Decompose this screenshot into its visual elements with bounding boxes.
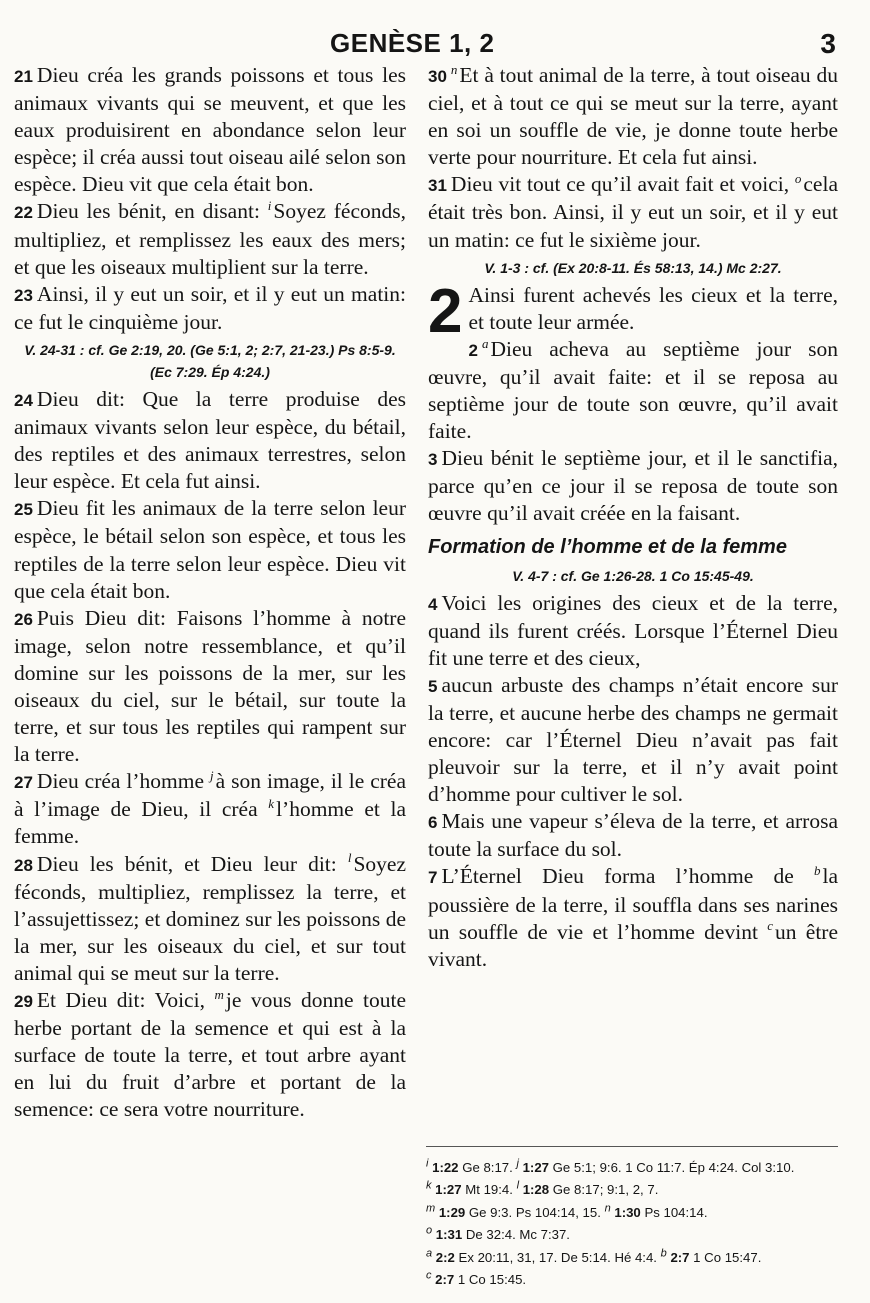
verse-text: Mais une vapeur s’éleva de la terre, et arrosa toute la surface du sol. [428, 809, 838, 862]
verse-text: Puis Dieu dit: Faisons l’homme à notre image, selon notre ressemblance, et qu’il domine sur les poissons de la mer, sur les oiseaux du ciel, sur le bétail, sur toute la terre, et sur tous les reptiles qui rampent sur la terre. [14, 605, 406, 767]
verse-text: Et à tout animal de la terre, à tout oiseau du ciel, et à tout ce qui se meut sur la terre, ayant en soi un souffle de vie, je donne toute herbe verte pour nourriture. Et cela fut ainsi. [428, 63, 838, 170]
footnote-reference: 1:27 [522, 1160, 549, 1175]
verse-text: un être vivant. [428, 919, 838, 971]
footnote-line [426, 1202, 846, 1224]
verse [14, 62, 406, 198]
footnote-marker: j [210, 768, 214, 784]
footnote-text: Ex 20:11, 31, 17. De 5:14. Hé 4:4. [458, 1249, 657, 1265]
verse-text: Soyez féconds, multipliez, et remplissez les eaux des mers; et que les oiseaux multiplient sur la terre. [14, 199, 407, 279]
footnote-letter: m [426, 1202, 436, 1215]
footnote-text: Ge 9:3. Ps 104:14, 15. [468, 1204, 601, 1220]
verse-text: Dieu les bénit, et Dieu leur dit: [36, 851, 337, 876]
footnote-text: 1 Co 15:47. [693, 1249, 762, 1265]
footnote-marker: i [267, 198, 272, 214]
verse-text: Dieu vit tout ce qu’il avait fait et voici, [450, 172, 790, 197]
verse-text: Dieu dit: Que la terre produise des animaux vivants selon leur espèce, du bétail, des reptiles et des animaux terrestres, selon leur espèce. Et cela fut ainsi. [14, 386, 406, 494]
footnote-reference: 1:22 [432, 1160, 459, 1175]
verse-text: Dieu acheva au septième jour son œuvre, qu’il avait faite: et il se reposa au septième jour de toute son œuvre, qu’il avait faite. [428, 336, 838, 444]
verse-number: 30 [428, 67, 447, 86]
verse-text: Et Dieu dit: Voici, [36, 988, 205, 1012]
footnote-marker: b [813, 863, 821, 879]
footnote-marker: k [268, 796, 275, 812]
footnote-line [426, 1179, 846, 1201]
footnote-marker: o [794, 171, 802, 187]
verse-number: 31 [428, 176, 447, 196]
footnote-letter: n [604, 1202, 611, 1215]
verse-text: à son image, il le créa à l’image de Dieu, il créa [14, 769, 407, 822]
footnote-reference: 1:29 [438, 1204, 466, 1220]
verse-text: Dieu créa les grands poissons et tous les animaux vivants qui se meuvent, et que les eaux produisirent en abondance selon leur espèce; il créa aussi tout oiseau ailé selon son espèce. Dieu vit que cela était bon. [14, 63, 406, 197]
verse-text: Ainsi, il y eut un soir, et il y eut un matin: ce fut le cinquième jour. [14, 281, 406, 334]
verse [14, 281, 406, 336]
verse-number: 4 [428, 594, 438, 614]
footnote-letter: j [516, 1157, 519, 1170]
verse [428, 808, 838, 863]
footnote-marker: a [481, 335, 489, 351]
verse-number: 25 [14, 500, 33, 520]
footnote-reference: 1:28 [522, 1182, 550, 1198]
footnote-reference: 1:31 [435, 1227, 463, 1243]
verse-number: 5 [428, 676, 438, 696]
footnote-text: Ge 8:17; 9:1, 2, 7. [552, 1182, 659, 1198]
verse [14, 605, 406, 769]
section-heading: Formation de l’homme et de la femme [428, 535, 787, 558]
verse-text: je vous donne toute herbe portant de la semence et qui est à la surface de toute la terre, et tout arbre ayant en lui du fruit d’arbre et portant de la semence: ce sera votre nourriture. [14, 988, 406, 1122]
footnote-letter: c [426, 1269, 432, 1282]
verse-number: 23 [14, 285, 33, 305]
footnote-marker: c [767, 918, 773, 934]
verse-text: Voici les origines des cieux et de la terre, quand ils furent créés. Lorsque l’Éternel Dieu fit une terre et des cieux, [428, 590, 838, 670]
footnote-text: De 32:4. Mc 7:37. [465, 1227, 570, 1243]
footnote-marker: n [450, 61, 458, 77]
footnote-text: Ge 8:17. [462, 1160, 513, 1175]
footnote-reference: 1:30 [614, 1204, 641, 1220]
verse [428, 863, 838, 972]
footnote-reference: 1:27 [435, 1182, 462, 1198]
verse [428, 445, 838, 527]
verse-text: Dieu bénit le septième jour, et il le sanctifia, parce qu’en ce jour il se reposa de toute son œuvre qu’il avait créée en la faisant. [428, 446, 838, 526]
verse-text: cela était très bon. Ainsi, il y eut un soir, et il y eut un matin: ce fut le sixième jour. [428, 172, 838, 252]
footnote-text: Ge 5:1; 9:6. 1 Co 11:7. Ép 4:24. Col 3:10. [552, 1160, 795, 1175]
verse [14, 386, 406, 495]
verse-text: la poussière de la terre, il souffla dans ses narines un souffle de vie et l’homme devint [428, 864, 839, 944]
verse [428, 336, 838, 445]
verse-text: aucun arbuste des champs n’était encore sur la terre, et aucune herbe des champs ne germait encore: car l’Éternel Dieu n’avait pas fait pleuvoir sur la terre, et il n’y avait point d’homme pour cultiver le sol. [428, 672, 838, 807]
verse [428, 590, 838, 672]
page-header [0, 22, 870, 62]
footnote-text: Ps 104:14. [644, 1204, 708, 1220]
verse-text: Dieu fit les animaux de la terre selon leur espèce, le bétail selon son espèce, et tous les reptiles de la terre selon leur espèce. Dieu vit que cela était bon. [14, 496, 406, 603]
cross-reference: V. 24-31 : cf. Ge 2:19, 20. (Ge 5:1, 2; 2:7, 21-23.) Ps 8:5-9. (Ec 7:29. Ép 4:24.) [24, 341, 396, 380]
verse [428, 171, 838, 253]
left-text-column [14, 62, 406, 1123]
chapter-number: 2 [428, 276, 463, 346]
footnote-line [426, 1157, 846, 1179]
verse [14, 495, 406, 604]
footnote-reference: 2:7 [670, 1249, 690, 1265]
footnote-reference: 2:7 [435, 1272, 455, 1288]
verse [14, 987, 406, 1123]
verse [428, 62, 838, 171]
verse-number: 7 [428, 868, 438, 888]
verse [14, 851, 406, 987]
footnote-letter: a [426, 1247, 433, 1260]
footnote-letter: o [426, 1224, 433, 1237]
footnote-line [426, 1247, 846, 1269]
footnote-text: 1 Co 15:45. [457, 1272, 527, 1288]
verse-number: 3 [428, 450, 438, 470]
footnote-text: Mt 19:4. [465, 1182, 513, 1198]
page-number: 3 [820, 28, 836, 59]
footnote-reference: 2:2 [435, 1249, 455, 1265]
footnote-letter: l [516, 1180, 520, 1193]
verse-number: 6 [428, 813, 438, 833]
verse-text: Dieu les bénit, en disant: [36, 199, 260, 224]
verse-number: 26 [14, 609, 33, 629]
verse-number: 22 [14, 203, 33, 223]
cross-reference: V. 4-7 : cf. Ge 1:26-28. 1 Co 15:45-49. [512, 567, 754, 584]
verse-number: 24 [14, 390, 33, 410]
footnote-line [426, 1224, 846, 1246]
verse [14, 198, 406, 280]
verse-number: 2 [468, 340, 478, 360]
footnote-marker: l [347, 850, 352, 866]
verse-number: 28 [14, 855, 33, 875]
verse-number: 21 [14, 67, 33, 86]
verse-text: l’homme et la femme. [14, 797, 407, 849]
verse-text: L’Éternel Dieu forma l’homme de [441, 864, 794, 889]
right-text-column [428, 62, 838, 973]
verse-number: 29 [14, 992, 33, 1011]
footnote-divider [426, 1146, 838, 1147]
footnote-letter: i [426, 1157, 429, 1170]
footnote-line [426, 1269, 846, 1291]
cross-reference: V. 1-3 : cf. (Ex 20:8-11. És 58:13, 14.) Mc 2:27. [484, 259, 782, 276]
verse-text: Soyez féconds, multipliez, remplissez la terre, et l’assujettissez; et dominez sur les poissons de la mer, sur les oiseaux du ciel, et sur tout animal qui se meut sur la terre. [14, 851, 407, 985]
verse [14, 768, 406, 850]
verse-number: 27 [14, 773, 33, 793]
footnote-letter: b [660, 1247, 667, 1260]
book-title: GENÈSE 1, 2 [330, 28, 495, 58]
footnotes [426, 1157, 846, 1291]
footnote-letter: k [426, 1180, 432, 1193]
footnote-marker: m [214, 986, 224, 1002]
verse-text: Ainsi furent achevés les cieux et la terre, et toute leur armée. [468, 282, 838, 334]
verse [428, 672, 838, 808]
chapter-start [428, 276, 838, 346]
verse-text: Dieu créa l’homme [36, 769, 205, 794]
